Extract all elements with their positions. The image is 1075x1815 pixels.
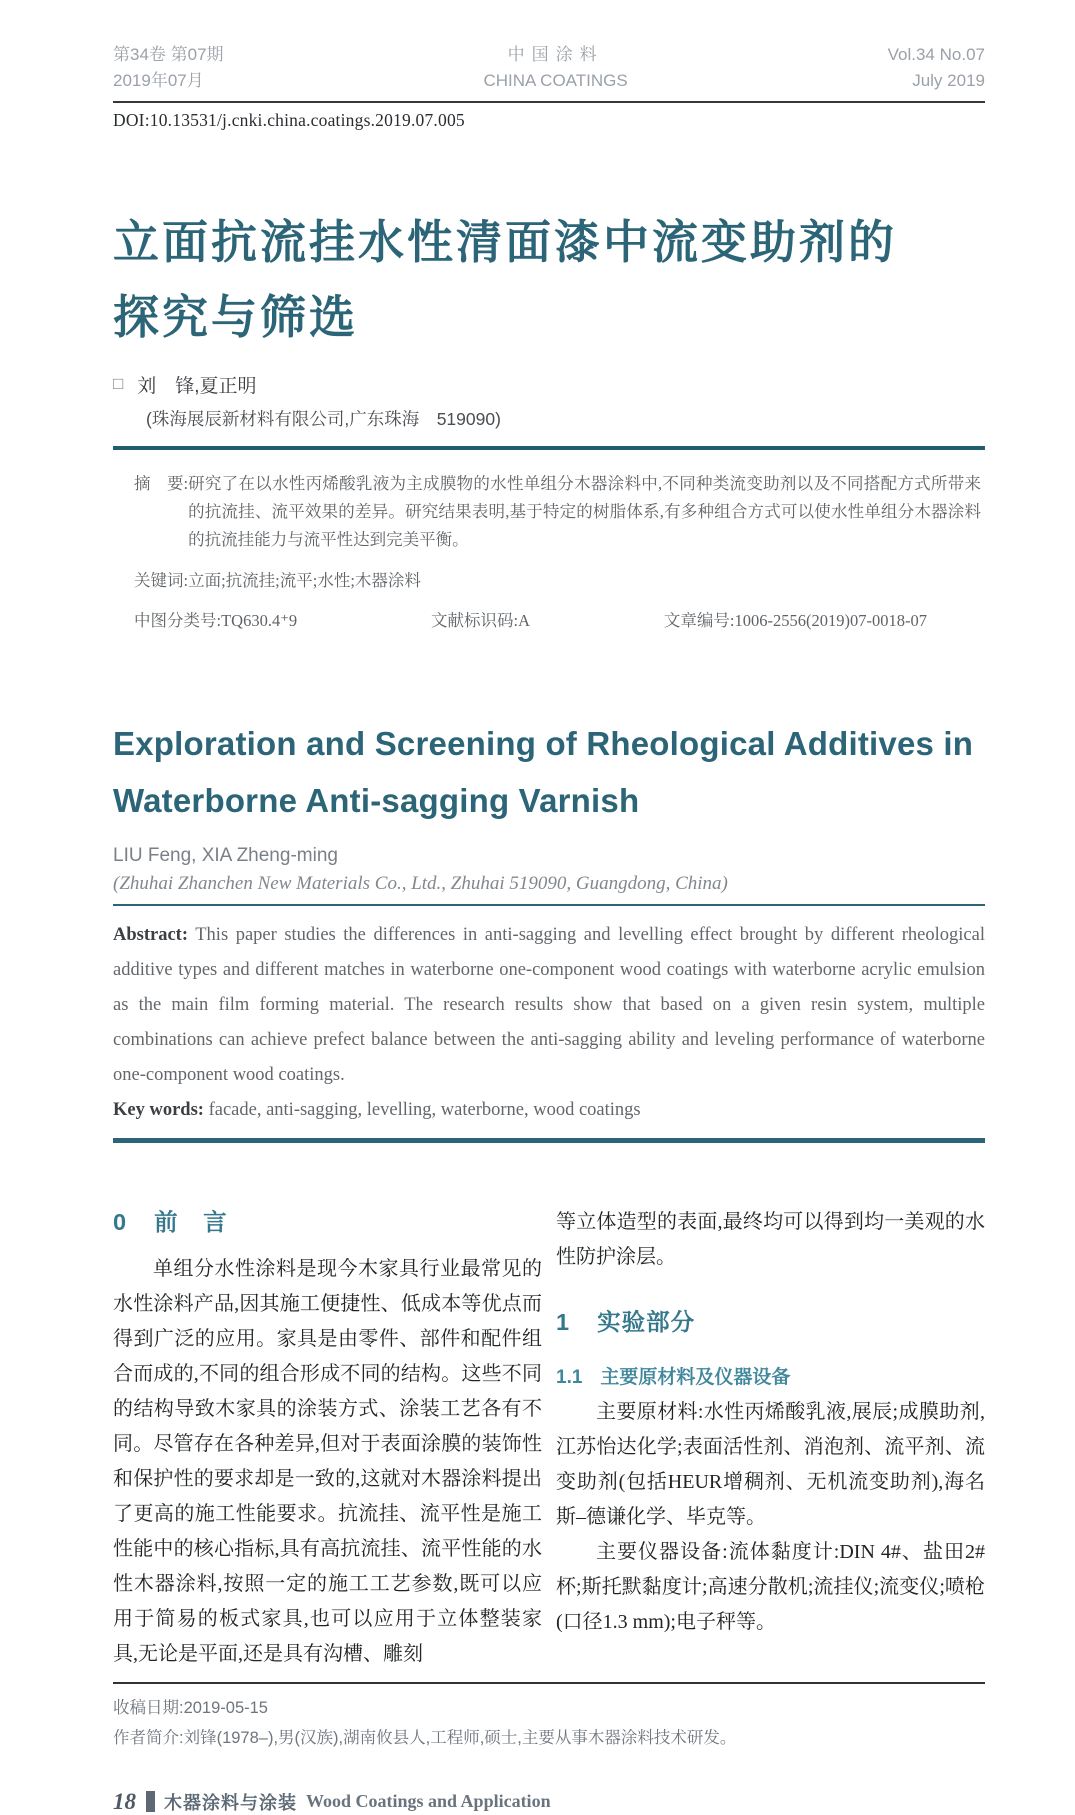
article-title-cn: [113, 205, 985, 355]
keywords-cn-label: 关键词:: [134, 570, 189, 590]
abstract-en-label: Abstract:: [113, 924, 189, 945]
article-id: 文章编号:1006-2556(2019)07-0018-07: [663, 610, 927, 630]
article-title-en: [113, 715, 985, 829]
classification-row: [113, 607, 985, 631]
keywords-en: [113, 1094, 985, 1143]
keywords-en-label: Key words:: [113, 1099, 204, 1120]
body-column-left: [113, 1205, 542, 1672]
section-1-heading: [556, 1305, 985, 1340]
abstract-cn: [113, 470, 985, 554]
keywords-cn: [113, 567, 985, 591]
document-code: 文献标识码:A: [431, 610, 531, 630]
affiliation-cn: (珠海展辰新材料有限公司,广东珠海 519090): [146, 408, 501, 429]
section-0-number: 0: [113, 1208, 128, 1235]
clc-number: 中图分类号:TQ630.4⁺9: [134, 610, 298, 630]
footnote-block: [113, 1682, 985, 1753]
page-content: [113, 0, 985, 1815]
section-0-title: 前 言: [154, 1208, 228, 1235]
article-title-cn-line1: 立面抗流挂水性清面漆中流变助剂的: [113, 215, 897, 268]
footer-divider-bar: [146, 1791, 155, 1812]
abstract-cn-text: 研究了在以水性丙烯酸乳液为主成膜物的水性单组分木器涂料中,不同种类流变助剂以及不同搭配方式所带来的抗流挂、流平效果的差异。研究结果表明,基于特定的树脂体系,有多种组合方式可以使水性单组分木器涂料的抗流挂能力与流平性达到完美平衡。: [188, 473, 981, 549]
authors-cn: 刘 锋,夏正明: [137, 375, 257, 397]
keywords-en-text: facade, anti-sagging, levelling, waterborne, wood coatings: [208, 1099, 641, 1120]
section-1-1-paragraph-2: 主要仪器设备:流体黏度计:DIN 4#、盐田2#杯;斯托默黏度计;高速分散机;流挂仪;流变仪;喷枪(口径1.3 mm);电子秤等。: [556, 1540, 985, 1633]
section-1-title: 实验部分: [597, 1308, 696, 1335]
date-cn: 2019年07月: [113, 71, 204, 91]
abstract-en: [113, 918, 985, 1093]
header-center: [483, 42, 627, 95]
body-columns: [113, 1205, 985, 1672]
authors-row: [113, 371, 985, 398]
date-en: July 2019: [912, 71, 985, 91]
received-date: 收稿日期:2019-05-15: [113, 1698, 268, 1717]
footer-column-en: Wood Coatings and Application: [306, 1791, 551, 1812]
journal-name-cn: 中国涂料: [507, 45, 604, 64]
section-1-1-number: 1.1: [556, 1366, 583, 1388]
abstract-en-text: This paper studies the differences in anti-sagging and levelling effect brought by different rheological additive types and different matches in waterborne one-component wood coatings with waterborne acrylic emulsion as the main film forming material. The research results show that based on a given resin system, multiple combinations can achieve prefect balance between the anti-sagging ability and leveling performance of waterborne one-component wood coatings.: [113, 924, 985, 1085]
header-right: [888, 42, 985, 95]
header-left: [113, 42, 224, 95]
author-bio: 作者简介:刘锋(1978–),男(汉族),湖南攸县人,工程师,硕士,主要从事木器涂料技术研发。: [113, 1728, 737, 1747]
footer-column-cn: 木器涂料与涂装: [164, 1792, 297, 1813]
section-1-1-title: 主要原材料及仪器设备: [600, 1366, 791, 1388]
author-marker-icon: □: [113, 374, 124, 394]
article-title-en-line1: Exploration and Screening of Rheological Additives in: [113, 724, 974, 762]
section-1-1-paragraph-1: 主要原材料:水性丙烯酸乳液,展辰;成膜助剂,江苏怡达化学;表面活性剂、消泡剂、流平剂、流变助剂(包括HEUR增稠剂、无机流变助剂),海名斯–德谦化学、毕克等。: [556, 1400, 985, 1528]
keywords-cn-text: 立面;抗流挂;流平;水性;木器涂料: [188, 570, 421, 590]
volume-issue-cn: 第34卷 第07期: [113, 45, 224, 64]
journal-name-en: CHINA COATINGS: [483, 71, 628, 91]
page-footer: [113, 1789, 985, 1815]
article-title-cn-line2: 探究与筛选: [113, 290, 358, 343]
section-0-paragraph-continued: 等立体造型的表面,最终均可以得到均一美观的水性防护涂层。: [556, 1210, 985, 1268]
divider-rule-top: [113, 446, 985, 450]
body-column-right: [556, 1205, 985, 1672]
doi: DOI:10.13531/j.cnki.china.coatings.2019.07.005: [113, 109, 465, 130]
section-1-1-heading: [556, 1360, 985, 1395]
page-number: 18: [113, 1788, 136, 1814]
section-1-number: 1: [556, 1308, 571, 1335]
volume-issue-en: Vol.34 No.07: [887, 45, 985, 64]
section-0-heading: [113, 1205, 542, 1240]
section-0-paragraph: 单组分水性涂料是现今木家具行业最常见的水性涂料产品,因其施工便捷性、低成本等优点而得到广泛的应用。家具是由零件、部件和配件组合而成的,不同的组合形成不同的结构。这些不同的结构导致木家具的涂装方式、涂装工艺各有不同。尽管存在各种差异,但对于表面涂膜的装饰性和保护性的要求却是一致的,这就对木器涂料提出了更高的施工性能要求。抗流挂、流平性是施工性能中的核心指标,具有高抗流挂、流平性能的水性木器涂料,按照一定的施工工艺参数,既可以应用于简易的板式家具,也可以应用于立体整装家具,无论是平面,还是具有沟槽、雕刻: [113, 1257, 542, 1665]
abstract-cn-label: 摘 要:: [134, 473, 189, 493]
article-title-en-line2: Waterborne Anti-sagging Varnish: [113, 781, 640, 819]
authors-en: LIU Feng, XIA Zheng-ming: [113, 844, 338, 866]
journal-header: [113, 42, 985, 103]
affiliation-en: (Zhuhai Zhanchen New Materials Co., Ltd., Zhuhai 519090, Guangdong, China): [113, 873, 985, 906]
